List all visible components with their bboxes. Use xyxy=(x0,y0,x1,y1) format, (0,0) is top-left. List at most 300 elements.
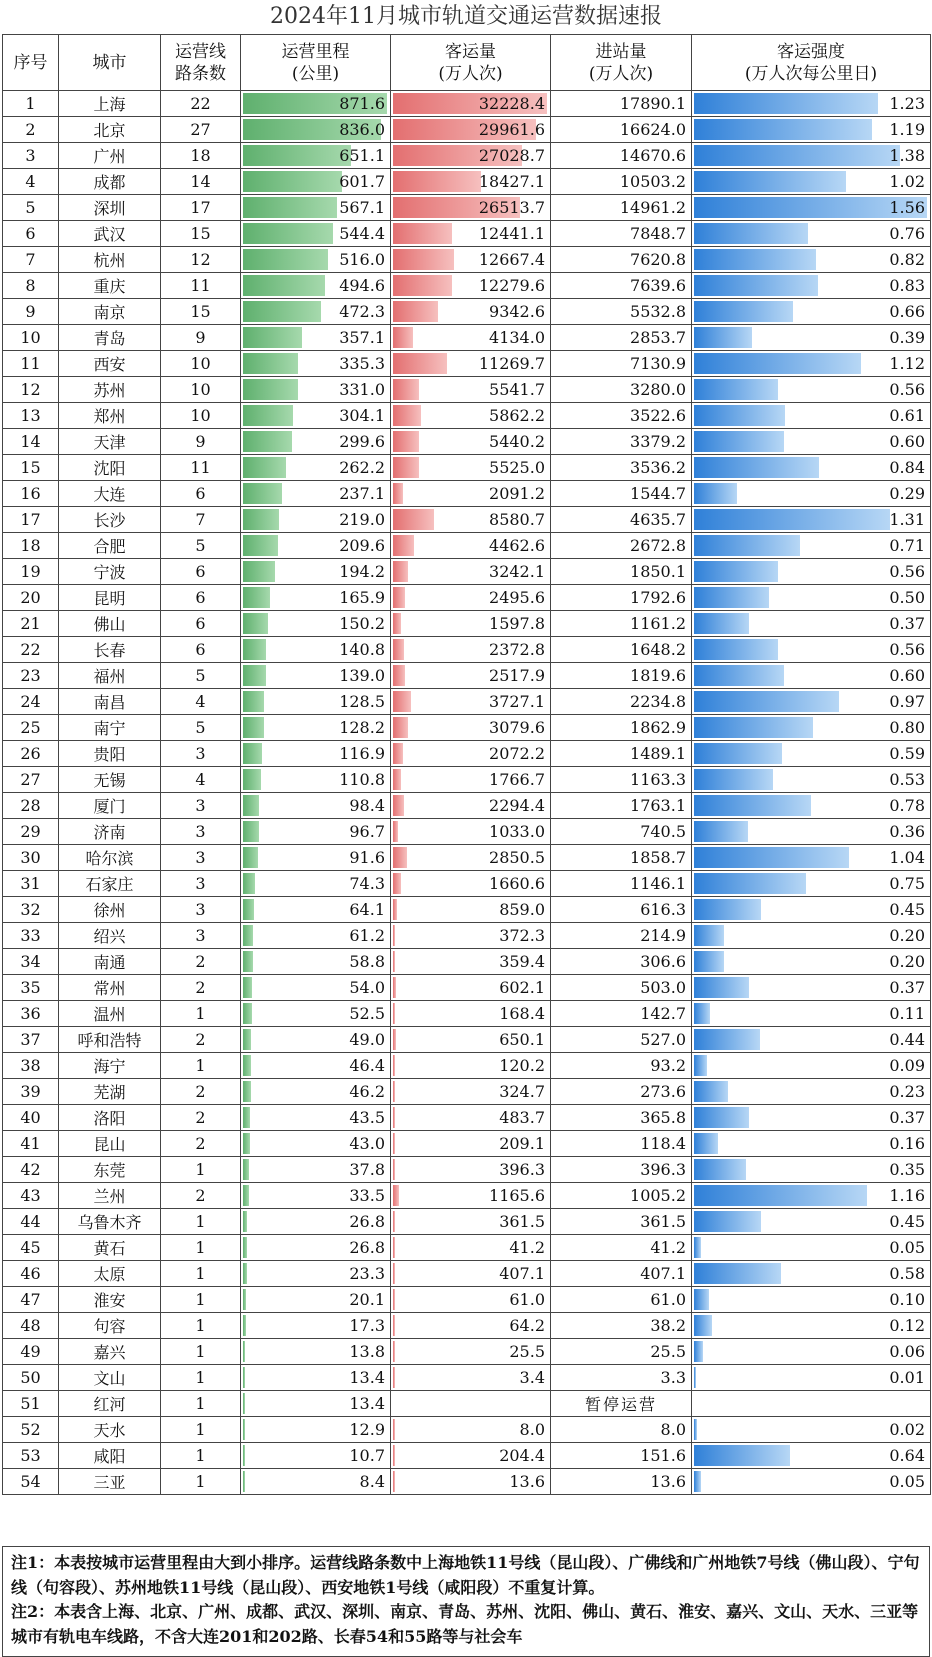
mileage-value: 871.6 xyxy=(339,94,385,113)
intensity-value: 0.39 xyxy=(889,328,925,347)
mileage-value: 110.8 xyxy=(339,770,385,789)
mileage-value: 219.0 xyxy=(339,510,385,529)
ridership-value: 12441.1 xyxy=(478,224,545,243)
line-count: 1 xyxy=(161,1053,241,1079)
mileage-cell xyxy=(241,1469,391,1495)
mileage-cell xyxy=(241,923,391,949)
mileage-cell xyxy=(241,1209,391,1235)
entries-value: 1161.2 xyxy=(551,611,692,637)
mileage-value: 331.0 xyxy=(339,380,385,399)
metro-data-table xyxy=(2,34,931,1495)
ridership-value: 650.1 xyxy=(499,1030,545,1049)
entries-value: 3280.0 xyxy=(551,377,692,403)
intensity-value: 0.05 xyxy=(889,1472,925,1491)
intensity-cell xyxy=(692,481,931,507)
ridership-cell xyxy=(391,767,551,793)
ridership-cell xyxy=(391,273,551,299)
intensity-value: 0.05 xyxy=(889,1238,925,1257)
line-count: 2 xyxy=(161,975,241,1001)
mileage-cell xyxy=(241,533,391,559)
ridership-cell xyxy=(391,299,551,325)
table-row xyxy=(3,117,931,143)
ridership-value: 204.4 xyxy=(499,1446,545,1465)
ridership-value: 13.6 xyxy=(509,1472,545,1491)
header-no: 序号 xyxy=(3,35,59,91)
intensity-cell xyxy=(692,1183,931,1209)
ridership-value: 32228.4 xyxy=(478,94,545,113)
city-name: 大连 xyxy=(59,481,161,507)
line-count: 1 xyxy=(161,1001,241,1027)
intensity-cell xyxy=(692,975,931,1001)
mileage-value: 836.0 xyxy=(339,120,385,139)
ridership-value: 61.0 xyxy=(509,1290,545,1309)
line-count: 6 xyxy=(161,611,241,637)
city-name: 绍兴 xyxy=(59,923,161,949)
mileage-value: 43.5 xyxy=(349,1108,385,1127)
mileage-cell xyxy=(241,507,391,533)
intensity-value: 0.64 xyxy=(889,1446,925,1465)
mileage-value: 46.2 xyxy=(349,1082,385,1101)
entries-value: 2853.7 xyxy=(551,325,692,351)
mileage-value: 26.8 xyxy=(349,1212,385,1231)
intensity-cell xyxy=(692,1209,931,1235)
line-count: 14 xyxy=(161,169,241,195)
ridership-value: 5862.2 xyxy=(489,406,545,425)
row-number: 46 xyxy=(3,1261,59,1287)
mileage-value: 651.1 xyxy=(339,146,385,165)
entries-value: 25.5 xyxy=(551,1339,692,1365)
mileage-cell xyxy=(241,1079,391,1105)
entries-value: 273.6 xyxy=(551,1079,692,1105)
table-row xyxy=(3,377,931,403)
row-number: 13 xyxy=(3,403,59,429)
city-name: 东莞 xyxy=(59,1157,161,1183)
mileage-cell xyxy=(241,247,391,273)
mileage-value: 165.9 xyxy=(339,588,385,607)
row-number: 17 xyxy=(3,507,59,533)
row-number: 51 xyxy=(3,1391,59,1417)
mileage-value: 52.5 xyxy=(349,1004,385,1023)
mileage-value: 43.0 xyxy=(349,1134,385,1153)
line-count: 17 xyxy=(161,195,241,221)
table-row xyxy=(3,1157,931,1183)
intensity-cell xyxy=(692,1313,931,1339)
line-count: 10 xyxy=(161,377,241,403)
row-number: 43 xyxy=(3,1183,59,1209)
line-count: 6 xyxy=(161,481,241,507)
entries-value: 740.5 xyxy=(551,819,692,845)
city-name: 太原 xyxy=(59,1261,161,1287)
entries-value: 7620.8 xyxy=(551,247,692,273)
intensity-value: 0.75 xyxy=(889,874,925,893)
ridership-value: 3079.6 xyxy=(489,718,545,737)
mileage-value: 128.2 xyxy=(339,718,385,737)
city-name: 北京 xyxy=(59,117,161,143)
table-row xyxy=(3,1261,931,1287)
intensity-value: 0.37 xyxy=(889,978,925,997)
intensity-cell xyxy=(692,923,931,949)
mileage-value: 61.2 xyxy=(349,926,385,945)
city-name: 长沙 xyxy=(59,507,161,533)
mileage-value: 54.0 xyxy=(349,978,385,997)
city-name: 兰州 xyxy=(59,1183,161,1209)
line-count: 1 xyxy=(161,1391,241,1417)
ridership-cell xyxy=(391,949,551,975)
ridership-cell xyxy=(391,533,551,559)
intensity-value: 1.16 xyxy=(889,1186,925,1205)
mileage-value: 357.1 xyxy=(339,328,385,347)
table-row xyxy=(3,1365,931,1391)
row-number: 9 xyxy=(3,299,59,325)
intensity-value: 0.12 xyxy=(889,1316,925,1335)
line-count: 15 xyxy=(161,299,241,325)
line-count: 1 xyxy=(161,1469,241,1495)
ridership-value: 1766.7 xyxy=(489,770,545,789)
row-number: 10 xyxy=(3,325,59,351)
intensity-cell xyxy=(692,1443,931,1469)
ridership-cell xyxy=(391,1339,551,1365)
ridership-cell xyxy=(391,793,551,819)
header-mileage: 运营里程 (公里) xyxy=(241,35,391,91)
ridership-cell xyxy=(391,689,551,715)
mileage-value: 544.4 xyxy=(339,224,385,243)
ridership-cell xyxy=(391,195,551,221)
city-name: 咸阳 xyxy=(59,1443,161,1469)
table-row xyxy=(3,429,931,455)
mileage-value: 194.2 xyxy=(339,562,385,581)
ridership-value: 361.5 xyxy=(499,1212,545,1231)
ridership-value: 8.0 xyxy=(519,1420,545,1439)
row-number: 30 xyxy=(3,845,59,871)
city-name: 徐州 xyxy=(59,897,161,923)
table-row xyxy=(3,455,931,481)
row-number: 29 xyxy=(3,819,59,845)
intensity-value: 0.02 xyxy=(889,1420,925,1439)
row-number: 42 xyxy=(3,1157,59,1183)
city-name: 重庆 xyxy=(59,273,161,299)
ridership-cell xyxy=(391,143,551,169)
intensity-value: 0.61 xyxy=(889,406,925,425)
footnotes xyxy=(2,1546,930,1657)
intensity-value: 0.50 xyxy=(889,588,925,607)
ridership-value: 1033.0 xyxy=(489,822,545,841)
entries-value: 8.0 xyxy=(551,1417,692,1443)
row-number: 33 xyxy=(3,923,59,949)
mileage-cell xyxy=(241,1339,391,1365)
row-number: 50 xyxy=(3,1365,59,1391)
mileage-cell xyxy=(241,1391,391,1417)
entries-value: 1819.6 xyxy=(551,663,692,689)
ridership-cell xyxy=(391,663,551,689)
mileage-cell xyxy=(241,351,391,377)
entries-value: 7639.6 xyxy=(551,273,692,299)
ridership-cell xyxy=(391,1443,551,1469)
mileage-cell xyxy=(241,1313,391,1339)
row-number: 24 xyxy=(3,689,59,715)
intensity-cell xyxy=(692,871,931,897)
line-count: 6 xyxy=(161,585,241,611)
row-number: 37 xyxy=(3,1027,59,1053)
city-name: 广州 xyxy=(59,143,161,169)
city-name: 南宁 xyxy=(59,715,161,741)
ridership-cell xyxy=(391,1105,551,1131)
table-row xyxy=(3,221,931,247)
mileage-value: 26.8 xyxy=(349,1238,385,1257)
entries-value: 1858.7 xyxy=(551,845,692,871)
ridership-value: 859.0 xyxy=(499,900,545,919)
line-count: 15 xyxy=(161,221,241,247)
mileage-value: 58.8 xyxy=(349,952,385,971)
intensity-value: 1.56 xyxy=(889,198,925,217)
ridership-value: 64.2 xyxy=(509,1316,545,1335)
mileage-cell xyxy=(241,377,391,403)
table-row xyxy=(3,741,931,767)
ridership-cell xyxy=(391,845,551,871)
intensity-cell xyxy=(692,221,931,247)
table-row xyxy=(3,1105,931,1131)
ridership-cell xyxy=(391,741,551,767)
mileage-cell xyxy=(241,455,391,481)
row-number: 45 xyxy=(3,1235,59,1261)
intensity-value: 0.06 xyxy=(889,1342,925,1361)
ridership-cell xyxy=(391,481,551,507)
intensity-value: 0.23 xyxy=(889,1082,925,1101)
mileage-value: 13.8 xyxy=(349,1342,385,1361)
row-number: 4 xyxy=(3,169,59,195)
city-name: 常州 xyxy=(59,975,161,1001)
intensity-value: 0.20 xyxy=(889,926,925,945)
ridership-value: 12667.4 xyxy=(478,250,545,269)
mileage-cell xyxy=(241,117,391,143)
intensity-cell xyxy=(692,1079,931,1105)
mileage-cell xyxy=(241,871,391,897)
ridership-value: 359.4 xyxy=(499,952,545,971)
mileage-cell xyxy=(241,1287,391,1313)
ridership-value: 483.7 xyxy=(499,1108,545,1127)
row-number: 22 xyxy=(3,637,59,663)
intensity-cell xyxy=(692,429,931,455)
ridership-cell xyxy=(391,1287,551,1313)
table-row xyxy=(3,611,931,637)
ridership-cell xyxy=(391,637,551,663)
line-count: 2 xyxy=(161,1131,241,1157)
intensity-cell xyxy=(692,1365,931,1391)
intensity-value: 1.23 xyxy=(889,94,925,113)
mileage-cell xyxy=(241,585,391,611)
city-name: 成都 xyxy=(59,169,161,195)
mileage-value: 335.3 xyxy=(339,354,385,373)
table-row xyxy=(3,533,931,559)
intensity-cell xyxy=(692,325,931,351)
row-number: 21 xyxy=(3,611,59,637)
entries-value: 3522.6 xyxy=(551,403,692,429)
mileage-cell xyxy=(241,1001,391,1027)
mileage-cell xyxy=(241,403,391,429)
ridership-cell xyxy=(391,1261,551,1287)
ridership-value: 8580.7 xyxy=(489,510,545,529)
intensity-cell xyxy=(692,299,931,325)
city-name: 南京 xyxy=(59,299,161,325)
line-count: 2 xyxy=(161,949,241,975)
mileage-cell xyxy=(241,741,391,767)
intensity-cell xyxy=(692,169,931,195)
ridership-value: 372.3 xyxy=(499,926,545,945)
line-count: 11 xyxy=(161,273,241,299)
ridership-cell xyxy=(391,351,551,377)
entries-value: 407.1 xyxy=(551,1261,692,1287)
table-header-row xyxy=(3,35,931,91)
entries-value: 1763.1 xyxy=(551,793,692,819)
row-number: 49 xyxy=(3,1339,59,1365)
intensity-value: 1.04 xyxy=(889,848,925,867)
entries-value: 3536.2 xyxy=(551,455,692,481)
line-count: 7 xyxy=(161,507,241,533)
entries-value: 527.0 xyxy=(551,1027,692,1053)
mileage-cell xyxy=(241,1053,391,1079)
intensity-value: 0.45 xyxy=(889,900,925,919)
row-number: 34 xyxy=(3,949,59,975)
intensity-cell xyxy=(692,949,931,975)
empty-cell xyxy=(391,1391,551,1417)
entries-value: 1163.3 xyxy=(551,767,692,793)
city-name: 海宁 xyxy=(59,1053,161,1079)
row-number: 48 xyxy=(3,1313,59,1339)
city-name: 嘉兴 xyxy=(59,1339,161,1365)
intensity-cell xyxy=(692,247,931,273)
city-name: 苏州 xyxy=(59,377,161,403)
entries-value: 616.3 xyxy=(551,897,692,923)
city-name: 哈尔滨 xyxy=(59,845,161,871)
mileage-value: 8.4 xyxy=(359,1472,385,1491)
city-name: 西安 xyxy=(59,351,161,377)
mileage-cell xyxy=(241,663,391,689)
mileage-value: 10.7 xyxy=(349,1446,385,1465)
table-row xyxy=(3,975,931,1001)
entries-value: 93.2 xyxy=(551,1053,692,1079)
ridership-value: 2372.8 xyxy=(489,640,545,659)
intensity-value: 0.29 xyxy=(889,484,925,503)
intensity-cell xyxy=(692,689,931,715)
ridership-value: 120.2 xyxy=(499,1056,545,1075)
line-count: 10 xyxy=(161,351,241,377)
intensity-value: 0.20 xyxy=(889,952,925,971)
intensity-cell xyxy=(692,1131,931,1157)
intensity-cell xyxy=(692,819,931,845)
ridership-cell xyxy=(391,819,551,845)
ridership-cell xyxy=(391,91,551,117)
line-count: 3 xyxy=(161,845,241,871)
ridership-cell xyxy=(391,117,551,143)
ridership-cell xyxy=(391,871,551,897)
mileage-cell xyxy=(241,1417,391,1443)
intensity-value: 0.80 xyxy=(889,718,925,737)
mileage-cell xyxy=(241,1183,391,1209)
intensity-value: 0.84 xyxy=(889,458,925,477)
mileage-value: 23.3 xyxy=(349,1264,385,1283)
mileage-cell xyxy=(241,689,391,715)
table-row xyxy=(3,559,931,585)
intensity-cell xyxy=(692,143,931,169)
intensity-cell xyxy=(692,273,931,299)
entries-value: 7848.7 xyxy=(551,221,692,247)
ridership-cell xyxy=(391,1417,551,1443)
city-name: 昆明 xyxy=(59,585,161,611)
mileage-cell xyxy=(241,221,391,247)
ridership-value: 11269.7 xyxy=(478,354,545,373)
footnote-1: 注1：本表按城市运营里程由大到小排序。运营线路条数中上海地铁11号线（昆山段）、广佛线和广州地铁7号线（佛山段）、宁句线（句容段）、苏州地铁11号线（昆山段）、西安地铁1号线（咸阳段）不重复计算。 xyxy=(11,1553,920,1597)
city-name: 合肥 xyxy=(59,533,161,559)
intensity-cell xyxy=(692,1027,931,1053)
entries-value: 61.0 xyxy=(551,1287,692,1313)
line-count: 1 xyxy=(161,1313,241,1339)
intensity-value: 0.09 xyxy=(889,1056,925,1075)
city-name: 宁波 xyxy=(59,559,161,585)
city-name: 杭州 xyxy=(59,247,161,273)
header-lines: 运营线 路条数 xyxy=(161,35,241,91)
table-row xyxy=(3,351,931,377)
table-row xyxy=(3,585,931,611)
line-count: 1 xyxy=(161,1339,241,1365)
entries-value: 2234.8 xyxy=(551,689,692,715)
entries-value: 16624.0 xyxy=(551,117,692,143)
entries-value: 14670.6 xyxy=(551,143,692,169)
table-row xyxy=(3,793,931,819)
ridership-value: 29961.6 xyxy=(478,120,545,139)
line-count: 18 xyxy=(161,143,241,169)
entries-value: 1862.9 xyxy=(551,715,692,741)
intensity-value: 0.56 xyxy=(889,640,925,659)
ridership-cell xyxy=(391,455,551,481)
city-name: 深圳 xyxy=(59,195,161,221)
table-row xyxy=(3,91,931,117)
ridership-cell xyxy=(391,1131,551,1157)
mileage-cell xyxy=(241,819,391,845)
mileage-cell xyxy=(241,897,391,923)
line-count: 3 xyxy=(161,741,241,767)
mileage-value: 96.7 xyxy=(349,822,385,841)
entries-value: 14961.2 xyxy=(551,195,692,221)
ridership-cell xyxy=(391,1365,551,1391)
row-number: 52 xyxy=(3,1417,59,1443)
ridership-cell xyxy=(391,221,551,247)
intensity-value: 0.36 xyxy=(889,822,925,841)
city-name: 厦门 xyxy=(59,793,161,819)
report-title: 2024年11月城市轨道交通运营数据速报 xyxy=(270,4,662,29)
table-row xyxy=(3,715,931,741)
table-row xyxy=(3,403,931,429)
intensity-value: 0.78 xyxy=(889,796,925,815)
mileage-cell xyxy=(241,1105,391,1131)
line-count: 22 xyxy=(161,91,241,117)
entries-value: 1648.2 xyxy=(551,637,692,663)
ridership-cell xyxy=(391,611,551,637)
ridership-cell xyxy=(391,325,551,351)
intensity-cell xyxy=(692,377,931,403)
line-count: 9 xyxy=(161,429,241,455)
mileage-value: 20.1 xyxy=(349,1290,385,1309)
ridership-value: 324.7 xyxy=(499,1082,545,1101)
mileage-value: 64.1 xyxy=(349,900,385,919)
row-number: 40 xyxy=(3,1105,59,1131)
mileage-value: 516.0 xyxy=(339,250,385,269)
ridership-value: 1597.8 xyxy=(489,614,545,633)
intensity-value: 0.83 xyxy=(889,276,925,295)
line-count: 27 xyxy=(161,117,241,143)
ridership-value: 27028.7 xyxy=(478,146,545,165)
intensity-cell xyxy=(692,637,931,663)
ridership-value: 168.4 xyxy=(499,1004,545,1023)
table-row xyxy=(3,1391,931,1417)
